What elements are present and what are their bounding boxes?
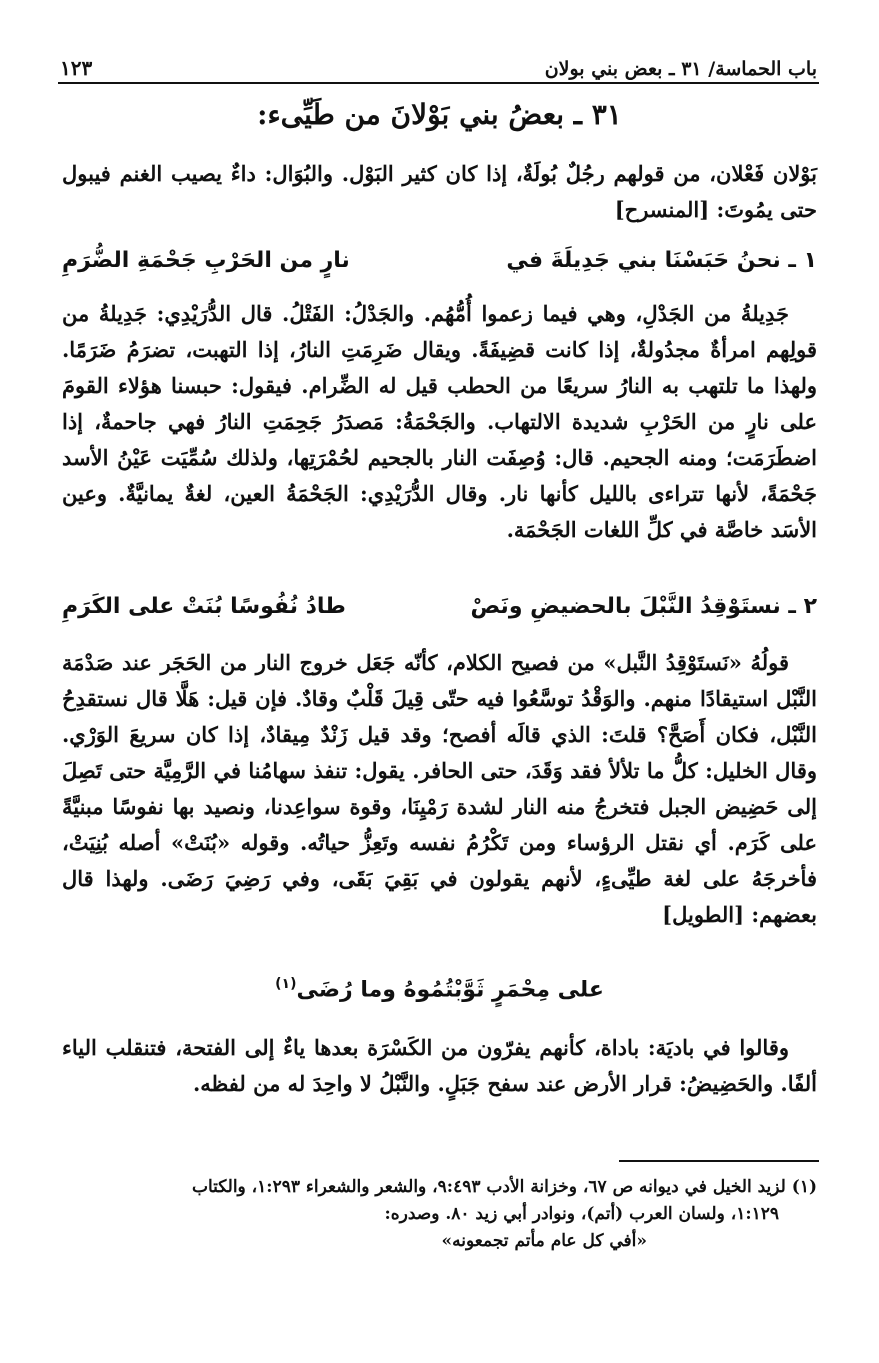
quoted-verse-text: على مِحْمَرٍ ثَوَّبْتُمُوهُ وما رُضَى (296, 977, 604, 1003)
footnote-line-2: ١:١٢٩، ولسان العرب (أتم)، ونوادر أبي زيد ٨٠. وصدره: (384, 1204, 779, 1224)
intro-meter: [المنسرح] (614, 197, 710, 222)
footnote-rule (619, 1160, 819, 1162)
verse-1 (62, 248, 817, 273)
commentary-2-text: قولُهُ «نَستَوْقِدُ النَّبل» من فصيح الكلام، كأنّه جَعَل خروج النار من الحَجَر عند صَدْمَة النَّبْل استيقادًا منهم. والوَقْدُ توسَّعُوا فيه حتّى قِيلَ قَلْبٌ وقادٌ. فإن قيل: هَلَّا قال نستقدِحُ النَّبْل، فكان أَصَحَّ؟ قلتَ: الذي قالَه أفصح؛ وقد قيل زَنْدٌ مِيقادٌ، إذا كان سريعَ الوَرْي. وقال الخليل: كلُّ ما تلألأ فقد وَقَدَ، حتى الحافر. يقول: تنفذ سهامُنا في الرَّمِيَّة حتى تَصِلَ إلى حَضِيض الجبل فتخرجُ منه النار لشدة رَمْيِنَا، وقوة سواعِدنا، ونصيد بها نفوسًا مبنيَّةً على كَرَم. أي نقتل الرؤساء ومن تَكْرُمُ نفسه وتَعِزُّ حياتُه. وقوله «بُنَتْ» أصله بُنِيَتْ، فأخرجَهُ على لغة طيِّىءٍ، لأنهم يقولون في بَقِيَ بَقَى، وفي رَضِيَ رَضَى. ولهذا قال بعضهم: (62, 650, 817, 927)
commentary-1: جَدِيلةُ من الجَدْلِ، وهي فيما زعموا أُمُّهُم. والجَدْلُ: الفَتْلُ. قال الدُّرَيْدِي: جَدِيلةُ من قولِهم امرأةٌ مجدُولةٌ، إذا كانت قضِيفَةً. ويقال ضَرِمَتِ النارُ، إذا التهبت، تضرَمُ ضَرَمًا. ولهذا ما تلتهب به النارُ سريعًا من الحطب قيل له الضِّرام. فيقول: حبسنا هؤلاء القومَ على نارٍ من الحَرْبِ شديدة الالتهاب. والجَحْمَةُ: مَصدَرُ جَحِمَتِ النارُ فهي جاحمةٌ، إذا اضطَرَمَت؛ ومنه الجحيم. قال: وُصِفَت النار بالجحيم لحُمْرَتِها، ولذلك سُمِّيَت عَيْنُ الأسد جَحْمَةً، لأنها تتراءى بالليل كأنها نار. وقال الدُّرَيْدِي: الجَحْمَةُ العين، لغةٌ يمانيَّةٌ. وعين الأسَد خاصَّة في كلِّ اللغات الجَحْمَة. (62, 301, 817, 542)
verse-1-first-hemistich: ١ ـ نحنُ حَبَسْنَا بني جَدِيلَةَ في (506, 248, 817, 273)
commentary-3: وقالوا في باديَة: باداة، كأنهم يفرّون من الكَسْرَة بعدها ياءٌ إلى الفتحة، فتنقلب الياء ألفًا. والحَضِيضُ: قرار الأرض عند سفح جَبَلٍ. والنَّبْلُ لا واحِدَ له من لفظه. (62, 1035, 817, 1096)
quoted-verse (62, 976, 817, 1002)
intro-text: بَوْلان فَعْلان، من قولهم رجُلٌ بُولَةٌ، إذا كان كثير البَوْل. والبُوَال: داءٌ يصيب الغنم فيبول حتى يمُوتَ: (62, 161, 817, 222)
commentary-2 (62, 645, 817, 933)
footnotes (62, 1174, 817, 1255)
intro-paragraph (62, 156, 817, 228)
verse-1-second-hemistich: نارٍ من الحَرْبِ جَحْمَةِ الضُّرَمِ (62, 248, 350, 273)
verse-2-first-hemistich: ٢ ـ نستَوْقِدُ النَّبْلَ بالحضيضِ ونَصْ (470, 594, 817, 619)
verse-2 (62, 594, 817, 619)
footnote-line-1: (١) لزيد الخيل في ديوانه ص ٦٧، وخزانة الأدب ٩:٤٩٣، والشعر والشعراء ١:٢٩٣، والكتاب (191, 1177, 817, 1197)
footnote-verse: «أفي كل عام مأتم تجمعونه» (441, 1231, 647, 1251)
chapter-title: ٣١ ـ بعضُ بني بَوْلانَ من طَيِّىء: (257, 98, 622, 131)
running-head (60, 44, 817, 80)
running-head-section: باب الحماسة/ ٣١ ـ بعض بني بولان (544, 58, 817, 80)
commentary-2-meter: [الطويل] (662, 902, 745, 927)
page-number: ١٢٣ (60, 56, 93, 80)
footnote-marker: (١) (275, 976, 297, 992)
header-rule (58, 82, 819, 84)
verse-2-second-hemistich: طادُ نُفُوسًا بُنَتْ على الكَرَمِ (62, 594, 346, 619)
